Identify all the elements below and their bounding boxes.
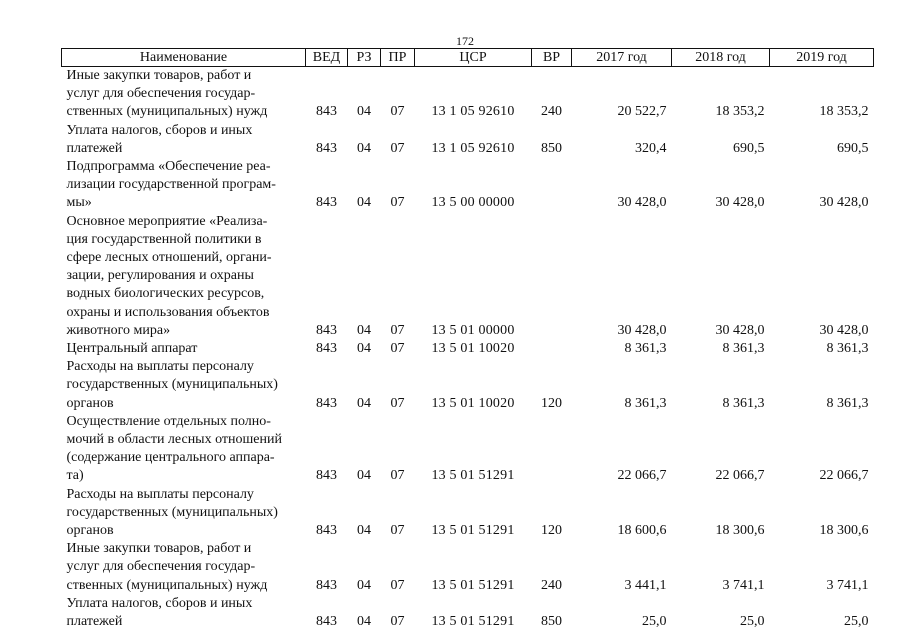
- row-name-line: платежей: [66, 140, 123, 156]
- row-name-line: животного мира»: [66, 322, 171, 338]
- vr-cell: 240: [541, 104, 562, 120]
- row-name-line: Уплата налогов, сборов и иных: [66, 595, 253, 611]
- ved-cell: 843: [316, 523, 337, 539]
- ved-cell: 843: [316, 322, 337, 338]
- amount-2017-cell: 3 441,1: [624, 577, 667, 593]
- rz-cell: 04: [357, 395, 371, 411]
- row-name-line: Центральный аппарат: [66, 341, 198, 357]
- csr-cell: 13 5 01 51291: [431, 577, 515, 593]
- ved-cell: 843: [316, 468, 337, 484]
- row-name-line: Расходы на выплаты персоналу: [66, 486, 254, 502]
- column-header-2017: 2017 год: [572, 49, 672, 67]
- table-body: [62, 67, 874, 632]
- table-row: [62, 413, 874, 486]
- row-name-line: Основное мероприятие «Реализа-: [66, 213, 268, 229]
- vr-cell: [532, 213, 572, 340]
- row-name-cell: [62, 122, 306, 158]
- csr-cell: 13 5 01 10020: [431, 395, 515, 411]
- rz-cell: 04: [357, 577, 371, 593]
- csr-cell: 13 1 05 92610: [431, 140, 515, 156]
- rz-cell: 04: [357, 614, 371, 630]
- row-name-cell: [62, 213, 306, 340]
- csr-cell: 13 5 01 51291: [431, 523, 515, 539]
- table-row: [62, 122, 874, 158]
- table-row: [62, 213, 874, 340]
- vr-cell: 120: [541, 395, 562, 411]
- row-name-line: лизации государственной програм-: [66, 177, 276, 193]
- ved-cell: 843: [316, 195, 337, 211]
- pr-cell: 07: [390, 341, 405, 357]
- column-header-rz: РЗ: [348, 49, 381, 67]
- amount-2017-cell: 8 361,3: [624, 341, 667, 357]
- vr-cell: 850: [541, 140, 562, 156]
- row-name-line: мочий в области лесных отношений: [66, 432, 282, 448]
- amount-2019-cell: 22 066,7: [819, 468, 869, 484]
- row-name-line: водных биологических ресурсов,: [66, 286, 265, 302]
- row-name-line: Расходы на выплаты персоналу: [66, 359, 254, 375]
- page-number: 172: [456, 34, 474, 48]
- column-header-2019: 2019 год: [770, 49, 874, 67]
- table-row: [62, 486, 874, 541]
- pr-cell: 07: [390, 104, 405, 120]
- amount-2019-cell: 30 428,0: [819, 195, 869, 211]
- row-name-line: Подпрограмма «Обеспечение реа-: [66, 159, 271, 175]
- pr-cell: 07: [390, 195, 405, 211]
- csr-cell: 13 5 01 00000: [431, 322, 515, 338]
- vr-cell: [532, 158, 572, 213]
- table-header: [62, 49, 874, 67]
- rz-cell: 04: [357, 322, 371, 338]
- row-name-cell: [62, 595, 306, 631]
- vr-cell: [532, 413, 572, 486]
- table-row: [62, 340, 874, 358]
- row-name-line: та): [66, 468, 84, 484]
- rz-cell: 04: [357, 523, 371, 539]
- ved-cell: 843: [316, 577, 337, 593]
- amount-2019-cell: 18 353,2: [819, 104, 869, 120]
- amount-2018-cell: 30 428,0: [715, 322, 765, 338]
- pr-cell: 07: [390, 577, 405, 593]
- row-name-line: ция государственной политики в: [66, 231, 262, 247]
- column-header-ved: ВЕД: [306, 49, 348, 67]
- header-row: [62, 49, 874, 67]
- csr-cell: 13 5 01 51291: [431, 614, 515, 630]
- amount-2018-cell: 22 066,7: [715, 468, 765, 484]
- row-name-line: Иные закупки товаров, работ и: [66, 541, 252, 557]
- rz-cell: 04: [357, 341, 371, 357]
- column-header-2018: 2018 год: [672, 49, 770, 67]
- budget-table: [61, 48, 874, 631]
- row-name-line: органов: [66, 523, 114, 539]
- ved-cell: 843: [316, 614, 337, 630]
- table-row: [62, 67, 874, 122]
- row-name-cell: [62, 67, 306, 122]
- rz-cell: 04: [357, 468, 371, 484]
- amount-2017-cell: 18 600,6: [617, 523, 667, 539]
- vr-cell: 850: [541, 614, 562, 630]
- amount-2019-cell: 8 361,3: [826, 341, 869, 357]
- row-name-line: ственных (муниципальных) нужд: [66, 104, 268, 120]
- amount-2017-cell: 22 066,7: [617, 468, 667, 484]
- csr-cell: 13 5 01 10020: [431, 341, 515, 357]
- vr-cell: 120: [541, 523, 562, 539]
- row-name-line: услуг для обеспечения государ-: [66, 86, 256, 102]
- amount-2019-cell: 30 428,0: [819, 322, 869, 338]
- row-name-cell: [62, 413, 306, 486]
- rz-cell: 04: [357, 140, 371, 156]
- rz-cell: 04: [357, 104, 371, 120]
- row-name-line: охраны и использования объектов: [66, 304, 270, 320]
- row-name-cell: [62, 486, 306, 541]
- row-name-line: Иные закупки товаров, работ и: [66, 68, 252, 83]
- amount-2018-cell: 18 300,6: [715, 523, 765, 539]
- amount-2019-cell: 18 300,6: [819, 523, 869, 539]
- ved-cell: 843: [316, 104, 337, 120]
- row-name-line: (содержание центрального аппара-: [66, 450, 275, 466]
- vr-cell: [532, 340, 572, 358]
- column-header-name: Наименование: [62, 49, 306, 67]
- ved-cell: 843: [316, 395, 337, 411]
- amount-2018-cell: 18 353,2: [715, 104, 765, 120]
- amount-2017-cell: 8 361,3: [624, 395, 667, 411]
- row-name-line: платежей: [66, 614, 123, 630]
- amount-2019-cell: 3 741,1: [826, 577, 869, 593]
- column-header-pr: ПР: [381, 49, 415, 67]
- amount-2018-cell: 8 361,3: [722, 395, 765, 411]
- amount-2019-cell: 25,0: [844, 614, 869, 630]
- amount-2017-cell: 320,4: [635, 140, 667, 156]
- amount-2018-cell: 30 428,0: [715, 195, 765, 211]
- csr-cell: 13 5 00 00000: [431, 195, 515, 211]
- amount-2017-cell: 30 428,0: [617, 195, 667, 211]
- amount-2019-cell: 690,5: [837, 140, 869, 156]
- row-name-line: мы»: [66, 195, 92, 211]
- row-name-cell: [62, 340, 306, 358]
- amount-2018-cell: 25,0: [740, 614, 765, 630]
- csr-cell: 13 1 05 92610: [431, 104, 515, 120]
- row-name-line: ственных (муниципальных) нужд: [66, 577, 268, 593]
- amount-2017-cell: 30 428,0: [617, 322, 667, 338]
- row-name-cell: [62, 540, 306, 595]
- row-name-line: сфере лесных отношений, органи-: [66, 250, 272, 266]
- row-name-line: зации, регулирования и охраны: [66, 268, 254, 284]
- table-row: [62, 595, 874, 631]
- row-name-line: услуг для обеспечения государ-: [66, 559, 256, 575]
- row-name-line: государственных (муниципальных): [66, 377, 278, 393]
- row-name-cell: [62, 158, 306, 213]
- column-header-vr: ВР: [532, 49, 572, 67]
- vr-cell: 240: [541, 577, 562, 593]
- pr-cell: 07: [390, 614, 405, 630]
- column-header-csr: ЦСР: [415, 49, 532, 67]
- amount-2018-cell: 3 741,1: [722, 577, 765, 593]
- csr-cell: 13 5 01 51291: [431, 468, 515, 484]
- amount-2018-cell: 8 361,3: [722, 341, 765, 357]
- amount-2017-cell: 20 522,7: [617, 104, 667, 120]
- table-row: [62, 158, 874, 213]
- row-name-line: Уплата налогов, сборов и иных: [66, 122, 253, 138]
- pr-cell: 07: [390, 395, 405, 411]
- rz-cell: 04: [357, 195, 371, 211]
- row-name-cell: [62, 358, 306, 413]
- pr-cell: 07: [390, 523, 405, 539]
- ved-cell: 843: [316, 140, 337, 156]
- row-name-line: органов: [66, 395, 114, 411]
- pr-cell: 07: [390, 322, 405, 338]
- amount-2017-cell: 25,0: [642, 614, 667, 630]
- pr-cell: 07: [390, 468, 405, 484]
- amount-2019-cell: 8 361,3: [826, 395, 869, 411]
- amount-2018-cell: 690,5: [733, 140, 765, 156]
- ved-cell: 843: [316, 341, 337, 357]
- pr-cell: 07: [390, 140, 405, 156]
- row-name-line: государственных (муниципальных): [66, 504, 278, 520]
- table-row: [62, 358, 874, 413]
- row-name-line: Осуществление отдельных полно-: [66, 413, 271, 429]
- table-row: [62, 540, 874, 595]
